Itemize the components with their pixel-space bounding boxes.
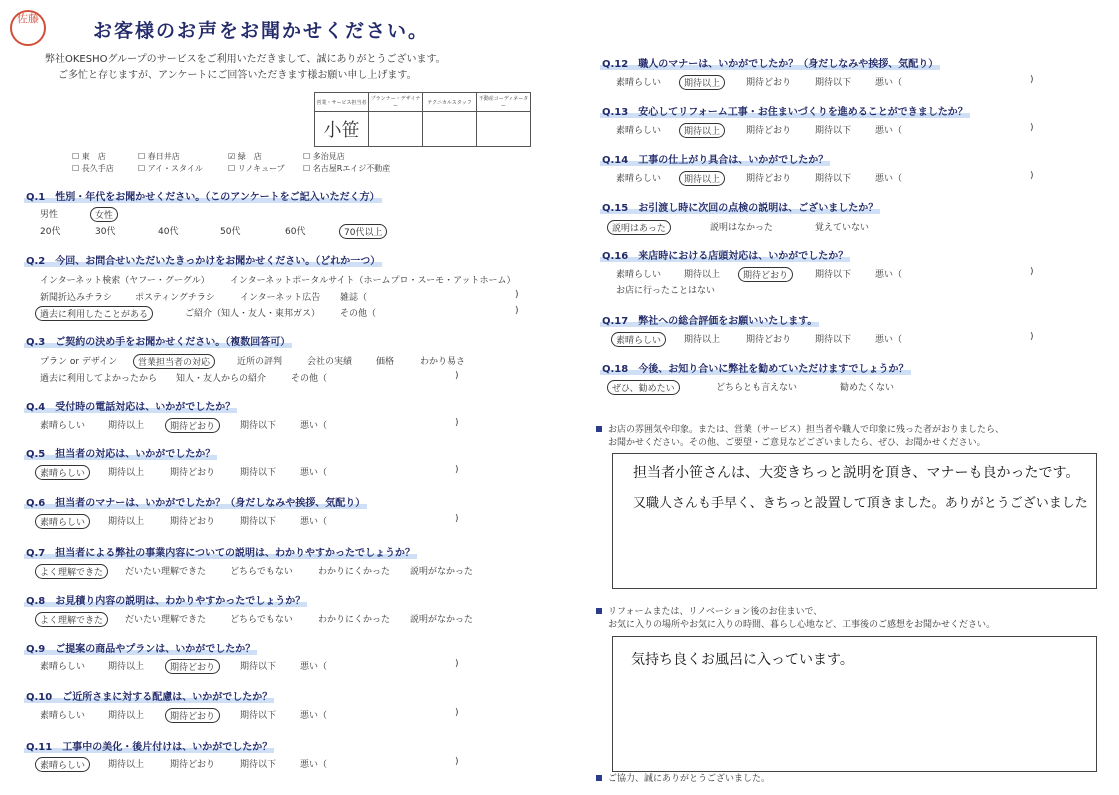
handwritten-comment-line: 担当者小笹さんは、大変きちっと説明を頂き、マナーも良かったです。 <box>633 465 1080 481</box>
option[interactable]: 悪い（ <box>300 662 328 672</box>
question-title: Q.13 安心してリフォーム工事・お住まいづくりを進めることができましたか？ <box>602 107 968 118</box>
option[interactable]: お店に行ったことはない <box>616 286 716 296</box>
option[interactable]: 悪い（ <box>875 270 903 280</box>
paren-close: ) <box>455 757 459 767</box>
option-selected[interactable]: 70代以上 <box>339 224 387 239</box>
option[interactable]: 素晴らしい <box>616 270 662 280</box>
question-title: Q.5 担当者の対応は、いかがでしたか？ <box>26 449 216 460</box>
question-title: Q.14 工事の仕上がり具合は、いかがでしたか？ <box>602 155 829 166</box>
question-title: Q.18 今後、お知り合いに弊社を勧めていただけますでしょうか？ <box>602 364 909 375</box>
option[interactable]: 悪い（ <box>875 78 903 88</box>
option[interactable]: どちらでもない <box>230 567 293 577</box>
option-selected[interactable]: 素晴らしい <box>35 757 90 772</box>
paren-close: ) <box>455 708 459 718</box>
option[interactable]: 50代 <box>220 227 241 237</box>
option[interactable]: 期待以上 <box>108 421 145 431</box>
question-title: Q.2 今回、お問合せいただいたきっかけをお聞かせください。（どれか一つ） <box>26 256 381 267</box>
option[interactable]: 期待以上 <box>684 335 721 345</box>
option[interactable]: わかりにくかった <box>318 567 391 577</box>
option[interactable]: 期待以下 <box>815 270 852 280</box>
paren-close: ) <box>1030 123 1034 133</box>
store-checkbox[interactable]: ☐ 多治見店 <box>303 152 345 161</box>
question-title: Q.11 工事中の美化・後片付けは、いかがでしたか？ <box>26 742 273 753</box>
option-selected[interactable]: 期待以上 <box>679 123 725 138</box>
store-checkbox[interactable]: ☐ 春日井店 <box>138 152 180 161</box>
option[interactable]: 期待以上 <box>108 711 145 721</box>
staff-header: テクニカルスタッフ <box>423 93 477 112</box>
paren-close: ) <box>455 514 459 524</box>
question-title: Q.12 職人のマナーは、いかがでしたか？（身だしなみや挨拶、気配り） <box>602 59 939 70</box>
option[interactable]: 期待以下 <box>240 468 277 478</box>
option[interactable]: 近所の評判 <box>237 357 283 367</box>
staff-field[interactable] <box>423 112 477 147</box>
handwritten-comment-line: 又職人さんも手早く、きちっと設置して頂きました。ありがとうございました <box>633 496 1088 511</box>
option[interactable]: 期待以上 <box>108 662 145 672</box>
paren-close: ) <box>455 418 459 428</box>
option[interactable]: 悪い（ <box>300 517 328 527</box>
staff-name-field[interactable]: 小笹 <box>315 112 369 147</box>
option[interactable]: 悪い（ <box>300 421 328 431</box>
option[interactable]: 期待以下 <box>240 517 277 527</box>
option[interactable]: わかり易さ <box>420 357 466 367</box>
option[interactable]: 知人・友人からの紹介 <box>176 374 267 384</box>
staff-field[interactable] <box>477 112 531 147</box>
option[interactable]: 雑誌（ <box>340 293 368 303</box>
paren-close: ) <box>1030 171 1034 181</box>
option-selected[interactable]: 期待どおり <box>165 659 220 674</box>
option[interactable]: 期待以下 <box>815 78 852 88</box>
option[interactable]: 勧めたくない <box>840 383 895 393</box>
question-title: Q.6 担当者のマナーは、いかがでしたか？（身だしなみや挨拶、気配り） <box>26 498 366 509</box>
option[interactable]: 期待以下 <box>815 174 852 184</box>
option[interactable]: 期待以下 <box>240 760 277 770</box>
store-checkbox[interactable]: ☐ 東 店 <box>72 152 106 161</box>
staff-table <box>314 92 531 147</box>
comment-box-1[interactable] <box>612 453 1097 589</box>
option[interactable]: 素晴らしい <box>616 174 662 184</box>
option[interactable]: インターネット広告 <box>240 293 321 303</box>
question-title: Q.7 担当者による弊社の事業内容についての説明は、わかりやすかったでしょうか？ <box>26 548 416 559</box>
option[interactable]: 期待どおり <box>746 335 792 345</box>
option[interactable]: 価格 <box>376 357 395 367</box>
question-title: Q.3 ご契約の決め手をお聞かせください。（複数回答可） <box>26 337 291 348</box>
option[interactable]: 覚えていない <box>815 223 870 233</box>
option-selected[interactable]: 期待以上 <box>679 75 725 90</box>
option[interactable]: ポスティングチラシ <box>135 293 215 303</box>
store-checkbox-checked[interactable]: ☑ 緑 店 <box>228 152 262 161</box>
option[interactable]: その他（ <box>291 374 328 384</box>
paren-close: ) <box>455 659 459 669</box>
paren-close: ) <box>455 465 459 475</box>
paren-close: ) <box>1030 332 1034 342</box>
option[interactable]: 期待以下 <box>240 421 277 431</box>
comment-prompt-2: リフォームまたは、リノベーション後のお住まいで、 お気に入りの場所やお気に入りの時間、暮らし心地など、工事後のご感想をお聞かせください。 <box>596 606 995 632</box>
option-selected[interactable]: 素晴らしい <box>35 465 90 480</box>
option[interactable]: 期待以上 <box>684 270 721 280</box>
handwritten-comment-line: 気持ち良くお風呂に入っています。 <box>631 652 854 668</box>
option-selected[interactable]: 期待どおり <box>738 267 793 282</box>
paren-close: ) <box>1030 75 1034 85</box>
option[interactable]: 30代 <box>95 227 116 237</box>
option[interactable]: 新聞折込みチラシ <box>40 293 113 303</box>
question-title: Q.17 弊社への総合評価をお願いいたします。 <box>602 316 818 327</box>
store-checkbox[interactable]: ☐ アイ・スタイル <box>138 164 203 173</box>
option[interactable]: 悪い（ <box>875 126 903 136</box>
store-checkbox[interactable]: ☐ リノキューブ <box>228 164 285 173</box>
question-title: Q.15 お引渡し時に次回の点検の説明は、ございましたか？ <box>602 203 879 214</box>
option[interactable]: 悪い（ <box>875 335 903 345</box>
staff-header: プランナー・デザイナー <box>369 93 423 112</box>
option[interactable]: どちらとも言えない <box>716 383 798 393</box>
comment-box-2[interactable] <box>612 636 1097 772</box>
option[interactable]: 期待どおり <box>746 126 792 136</box>
option[interactable]: 悪い（ <box>300 468 328 478</box>
option[interactable]: だいたい理解できた <box>125 615 207 625</box>
option[interactable]: 素晴らしい <box>616 126 662 136</box>
option[interactable]: 期待どおり <box>746 78 792 88</box>
option[interactable]: インターネットポータルサイト（ホームプロ・スーモ・アットホーム） <box>230 276 516 286</box>
paren-close: ) <box>515 290 519 300</box>
option-selected[interactable]: よく理解できた <box>35 612 108 627</box>
option[interactable]: 期待どおり <box>170 760 216 770</box>
option[interactable]: 悪い（ <box>300 760 328 770</box>
seal-stamp: 佐藤 <box>10 10 46 46</box>
option[interactable]: 期待以上 <box>108 468 145 478</box>
option[interactable]: 期待以上 <box>108 760 145 770</box>
option[interactable]: 期待どおり <box>170 517 216 527</box>
option[interactable]: 60代 <box>285 227 306 237</box>
option[interactable]: 素晴らしい <box>616 78 662 88</box>
option[interactable]: 期待以下 <box>815 126 852 136</box>
staff-header: 営業・サービス担当者 <box>315 93 369 112</box>
store-checkbox[interactable]: ☐ 名古屋Rエイジ不動産 <box>303 164 391 173</box>
option[interactable]: 20代 <box>40 227 61 237</box>
option[interactable]: インターネット検索（ヤフー・グーグル） <box>40 276 210 286</box>
option[interactable]: 素晴らしい <box>40 711 86 721</box>
section-square-icon <box>596 775 602 781</box>
question-title: Q.4 受付時の電話対応は、いかがでしたか？ <box>26 402 236 413</box>
option-selected[interactable]: 素晴らしい <box>35 514 90 529</box>
section-square-icon <box>596 608 602 614</box>
option[interactable]: 説明がなかった <box>410 567 474 577</box>
option[interactable]: プラン or デザイン <box>40 357 118 367</box>
option[interactable]: だいたい理解できた <box>125 567 207 577</box>
staff-header: 不動産コーディネーター <box>477 93 531 112</box>
option[interactable]: 説明はなかった <box>710 223 774 233</box>
option[interactable]: 男性 <box>40 210 59 220</box>
comment-prompt-1: お店の雰囲気や印象。または、営業（サービス）担当者や職人で印象に残った者がおりましたら、 お聞かせください。その他、ご要望・ご意見などございましたら、ぜひ、お聞かせください。 <box>596 424 1004 450</box>
option[interactable]: 期待以上 <box>108 517 145 527</box>
option-selected[interactable]: 過去に利用したことがある <box>35 306 153 321</box>
option[interactable]: 40代 <box>158 227 179 237</box>
page-title: お客様のお声をお聞かせください。 <box>93 20 430 42</box>
option-selected[interactable]: 期待以上 <box>679 171 725 186</box>
option[interactable]: 期待以下 <box>240 662 277 672</box>
option-selected[interactable]: ぜひ、勧めたい <box>607 380 680 395</box>
paren-close: ) <box>455 371 459 381</box>
intro-line-1: 弊社OKESHOグループのサービスをご利用いただきまして、誠にありがとうございます。 <box>45 54 446 65</box>
footer-thanks: ご協力、誠にありがとうございました。 <box>596 773 770 786</box>
question-title: Q.8 お見積り内容の説明は、わかりやすかったでしょうか？ <box>26 596 306 607</box>
option[interactable]: ご紹介（知人・友人・東邦ガス） <box>185 309 321 319</box>
option[interactable]: 過去に利用してよかったから <box>40 374 158 384</box>
option[interactable]: わかりにくかった <box>318 615 391 625</box>
option[interactable]: 素晴らしい <box>40 421 86 431</box>
question-title: Q.1 性別・年代をお聞かせください。（このアンケートをご記入いただく方） <box>26 192 380 203</box>
option-selected[interactable]: 営業担当者の対応 <box>133 354 215 369</box>
option-selected[interactable]: 説明はあった <box>607 220 671 235</box>
option[interactable]: その他（ <box>340 309 377 319</box>
option[interactable]: 期待以下 <box>815 335 852 345</box>
option[interactable]: 素晴らしい <box>40 662 86 672</box>
option[interactable]: 説明がなかった <box>410 615 474 625</box>
option[interactable]: 期待どおり <box>746 174 792 184</box>
staff-field[interactable] <box>369 112 423 147</box>
option-selected[interactable]: よく理解できた <box>35 564 108 579</box>
question-title: Q.9 ご提案の商品やプランは、いかがでしたか？ <box>26 644 256 655</box>
store-checkbox[interactable]: ☐ 長久手店 <box>72 164 114 173</box>
question-title: Q.16 来店時における店頭対応は、いかがでしたか？ <box>602 251 849 262</box>
option-selected[interactable]: 期待どおり <box>165 418 220 433</box>
paren-close: ) <box>1030 267 1034 277</box>
question-title: Q.10 ご近所さまに対する配慮は、いかがでしたか？ <box>26 692 273 703</box>
option[interactable]: 期待どおり <box>170 468 216 478</box>
intro-line-2: ご多忙と存じますが、アンケートにご回答いただきます様お願い申し上げます。 <box>58 70 417 81</box>
option-selected[interactable]: 期待どおり <box>165 708 220 723</box>
option[interactable]: 悪い（ <box>875 174 903 184</box>
option[interactable]: 悪い（ <box>300 711 328 721</box>
option-selected[interactable]: 女性 <box>90 207 118 222</box>
paren-close: ) <box>515 306 519 316</box>
option[interactable]: 期待以下 <box>240 711 277 721</box>
option[interactable]: 会社の実績 <box>307 357 353 367</box>
option[interactable]: どちらでもない <box>230 615 293 625</box>
section-square-icon <box>596 426 602 432</box>
option-selected[interactable]: 素晴らしい <box>611 332 666 347</box>
